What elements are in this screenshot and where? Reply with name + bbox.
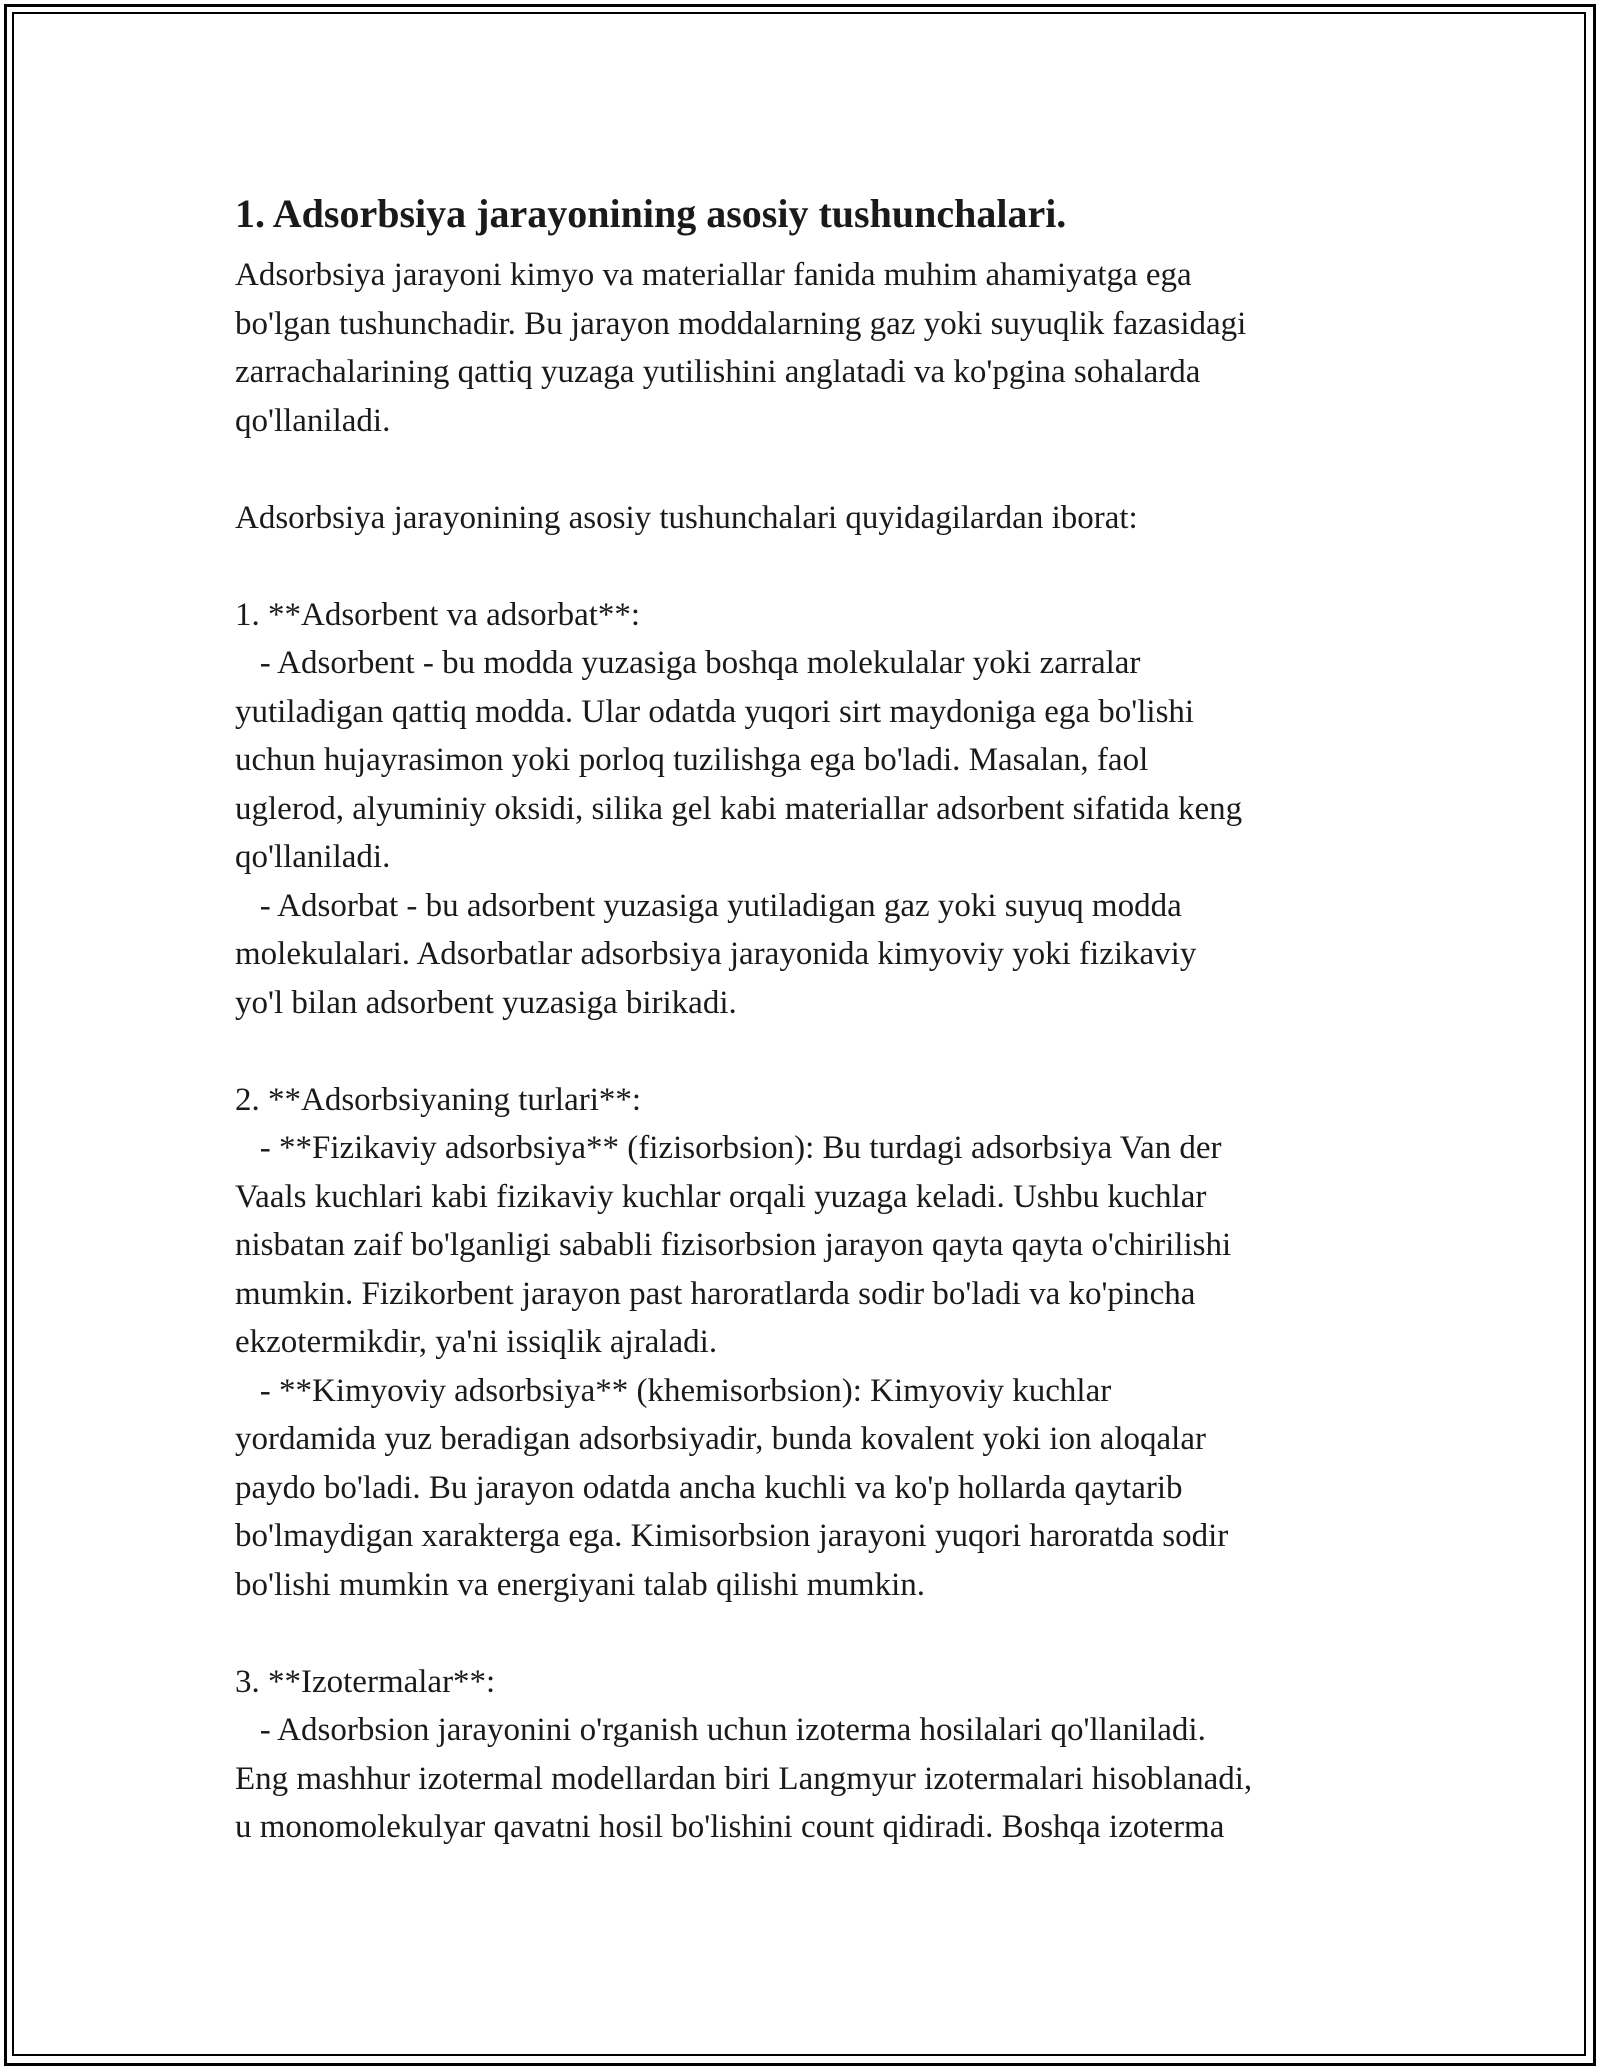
- text-line: bo'lishi mumkin va energiyani talab qilishi mumkin.: [235, 1566, 926, 1603]
- text-line: Eng mashhur izotermal modellardan biri Langmyur izotermalari hisoblanadi,: [235, 1760, 1253, 1797]
- text-line: molekulalari. Adsorbatlar adsorbsiya jarayonida kimyoviy yoki fizikaviy: [235, 936, 1197, 972]
- text-line: 3. **Izotermalar**:: [235, 1663, 496, 1700]
- text-line: - Adsorbat - bu adsorbent yuzasiga yutiladigan gaz yoki suyuq modda: [235, 887, 1182, 924]
- text-line: Vaals kuchlari kabi fizikaviy kuchlar orqali yuzaga keladi. Ushbu kuchlar: [235, 1178, 1207, 1215]
- text-line: Adsorbsiya jarayonining asosiy tushunchalari quyidagilardan iborat:: [235, 499, 1138, 536]
- text-line: yo'l bilan adsorbent yuzasiga birikadi.: [235, 984, 737, 1021]
- text-line: yordamida yuz beradigan adsorbsiyadir, bunda kovalent yoki ion aloqalar: [235, 1421, 1206, 1457]
- text-line: paydo bo'ladi. Bu jarayon odatda ancha kuchli va ko'p hollarda qaytarib: [235, 1469, 1183, 1506]
- text-line: 2. **Adsorbsiyaning turlari**:: [235, 1081, 642, 1118]
- blank-line: [235, 542, 1385, 591]
- text-line: nisbatan zaif bo'lganligi sababli fizisorbsion jarayon qayta qayta o'chirilishi: [235, 1227, 1232, 1263]
- text-line: yutiladigan qattiq modda. Ular odatda yuqori sirt maydoniga ega bo'lishi: [235, 693, 1195, 730]
- text-line: bo'lmaydigan xarakterga ega. Kimisorbsion jarayoni yuqori haroratda sodir: [235, 1518, 1229, 1554]
- text-line: uchun hujayrasimon yoki porloq tuzilishga ega bo'ladi. Masalan, faol: [235, 742, 1149, 778]
- section-heading: 1. Adsorbsiya jarayonining asosiy tushunchalari.: [235, 191, 1067, 236]
- paragraph-block: [235, 251, 1385, 1852]
- text-line: - Adsorbsion jarayonini o'rganish uchun izoterma hosilalari qo'llaniladi.: [235, 1712, 1206, 1748]
- blank-line: [235, 1609, 1385, 1658]
- text-line: zarrachalarining qattiq yuzaga yutilishini anglatadi va ko'pgina sohalarda: [235, 354, 1201, 390]
- text-line: qo'llaniladi.: [235, 402, 391, 439]
- blank-line: [235, 1027, 1385, 1076]
- text-line: Adsorbsiya jarayoni kimyo va materiallar fanida muhim ahamiyatga ega: [235, 257, 1192, 293]
- text-line: qo'llaniladi.: [235, 839, 391, 875]
- text-line: ekzotermikdir, ya'ni issiqlik ajraladi.: [235, 1324, 718, 1360]
- blank-line: [235, 445, 1385, 494]
- text-line: - Adsorbent - bu modda yuzasiga boshqa molekulalar yoki zarralar: [235, 645, 1141, 681]
- text-line: u monomolekulyar qavatni hosil bo'lishini count qidiradi. Boshqa izoterma: [235, 1809, 1225, 1845]
- text-line: bo'lgan tushunchadir. Bu jarayon moddalarning gaz yoki suyuqlik fazasidagi: [235, 305, 1247, 342]
- document-body: [235, 185, 1385, 1852]
- text-line: - **Kimyoviy adsorbsiya** (khemisorbsion): Kimyoviy kuchlar: [235, 1372, 1112, 1409]
- text-line: - **Fizikaviy adsorbsiya** (fizisorbsion): Bu turdagi adsorbsiya Van der: [235, 1130, 1222, 1166]
- text-line: uglerod, alyuminiy oksidi, silika gel kabi materiallar adsorbent sifatida keng: [235, 790, 1243, 827]
- text-line: 1. **Adsorbent va adsorbat**:: [235, 596, 641, 633]
- text-line: mumkin. Fizikorbent jarayon past haroratlarda sodir bo'ladi va ko'pincha: [235, 1275, 1196, 1312]
